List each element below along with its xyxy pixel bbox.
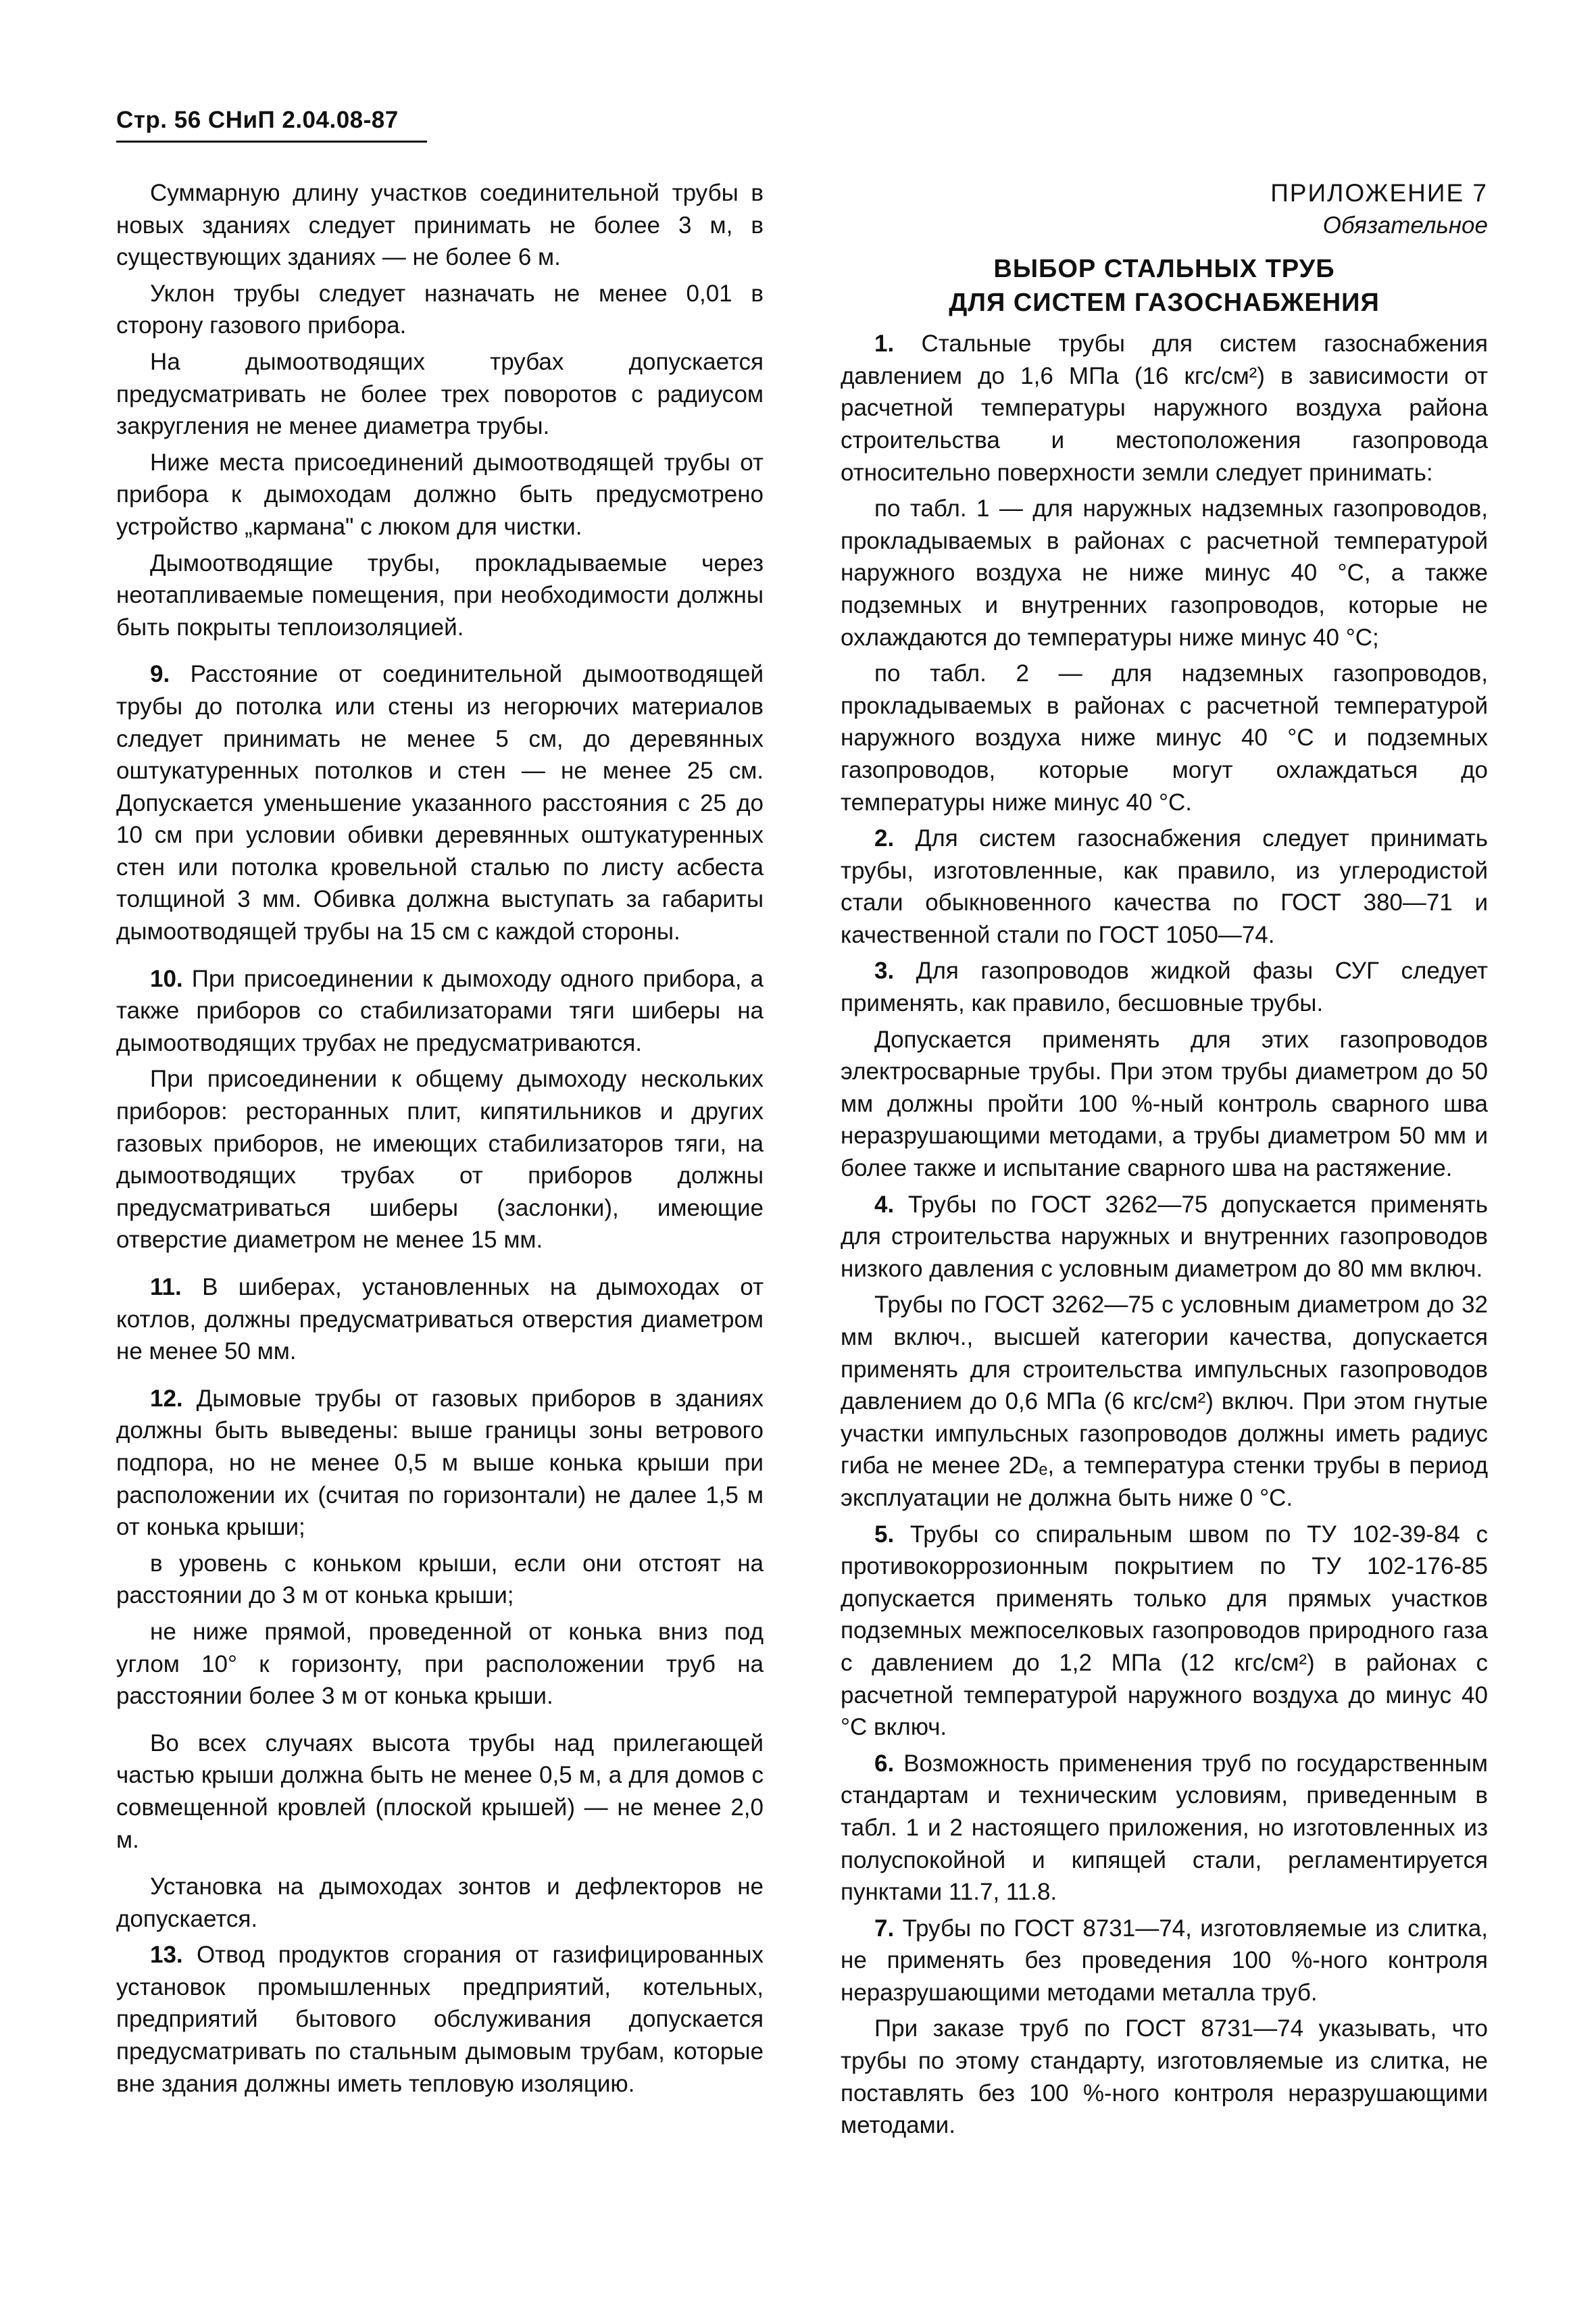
left-column — [116, 177, 764, 2104]
paragraph: При заказе труб по ГОСТ 8731—74 указывать, что трубы по этому стандарту, изготовляемые из слитка, не поставлять без 100 %-ного контроля неразрушающими методами. — [841, 2015, 1488, 2139]
clause-3: 3. Для газопроводов жидкой фазы СУГ следует применять, как правило, бесшовные трубы. — [841, 958, 1488, 1017]
clause-11: 11. В шиберах, установленных на дымоходах от котлов, должны предусматриваться отверстия диаметром не менее 50 мм. — [116, 1274, 764, 1365]
paragraph: в уровень с коньком крыши, если они отстоят на расстоянии до 3 м от конька крыши; — [116, 1550, 764, 1609]
clause-9: 9. Расстояние от соединительной дымоотводящей трубы до потолка или стены из негорючих материалов следует принимать не менее 5 см, до деревянных оштукатуренных потолков и стен — не менее 25 см. Допускается уменьшение указанного расстояния с 25 до 10 см при условии обивки деревянных оштукатуренных стен или потолка кровельной сталью по листу асбеста толщиной 3 мм. Обивка должна выступать за габариты дымоотводящей трубы на 15 см с каждой стороны. — [116, 661, 764, 945]
clause-4: 4. Трубы по ГОСТ 3262—75 допускается применять для строительства наружных и внутренних газопроводов низкого давления с условным диаметром до 80 мм включ. — [841, 1191, 1488, 1282]
clause-6: 6. Возможность применения труб по государственным стандартам и техническим условиям, приведенным в табл. 1 и 2 настоящего приложения, но изготовленных из полуспокойной и кипящей стали, регламентируется пунктами 11.7, 11.8. — [841, 1750, 1488, 1906]
paragraph: Установка на дымоходах зонтов и дефлекторов не допускается. — [116, 1873, 764, 1932]
right-column — [841, 177, 1488, 2146]
paragraph: На дымоотводящих трубах допускается предусматривать не более трех поворотов с радиусом закругления не менее диаметра трубы. — [116, 348, 764, 440]
paragraph: Допускается применять для этих газопроводов электросварные трубы. При этом трубы диаметром до 50 мм должны пройти 100 %-ный контроль сварного шва неразрушающими методами, а трубы диаметром 50 мм и более также и испытание сварного шва на растяжение. — [841, 1026, 1488, 1182]
appendix-status: Обязательное — [1322, 212, 1488, 239]
paragraph: При присоединении к общему дымоходу нескольких приборов: ресторанных плит, кипятильников и других газовых приборов, не имеющих стабилизаторов тяги, на дымоотводящих трубах от приборов должны предусматриваться шиберы (заслонки), имеющие отверстие диаметром не менее 15 мм. — [116, 1066, 764, 1254]
paragraph: по табл. 2 — для надземных газопроводов, прокладываемых в районах с расчетной температурой наружного воздуха ниже минус 40 °С и подземных газопроводов, которые могут охлаждаться до температуры ниже минус 40 °С. — [841, 660, 1488, 816]
paragraph: Дымоотводящие трубы, прокладываемые через неотапливаемые помещения, при необходимости должны быть покрыты теплоизоляцией. — [116, 549, 764, 641]
clause-13: 13. Отвод продуктов сгорания от газифицированных установок промышленных предприятий, котельных, предприятий бытового обслуживания допускается предусматривать по стальным дымовым трубам, которые вне здания должны иметь тепловую изоляцию. — [116, 1942, 764, 2097]
clause-5: 5. Трубы со спиральным швом по ТУ 102-39-84 с противокоррозионным покрытием по ТУ 102-176-85 допускается применять только для прямых участков подземных межпоселковых газопроводов природного газа с давлением до 1,2 МПа (12 кгс/см²) в районах с расчетной температурой наружного воздуха до минус 40 °С включ. — [841, 1521, 1488, 1741]
paragraph: по табл. 1 — для наружных надземных газопроводов, прокладываемых в районах с расчетной температурой наружного воздуха не ниже минус 40 °С, а также подземных и внутренних газопроводов, которые не охлаждаются до температуры ниже минус 40 °С; — [841, 495, 1488, 651]
clause-1: 1. Стальные трубы для систем газоснабжения давлением до 1,6 МПа (16 кгс/см²) в зависимости от расчетной температуры наружного воздуха района строительства и местоположения газопровода относительно поверхности земли следует принимать: — [841, 330, 1488, 486]
appendix-label: ПРИЛОЖЕНИЕ 7 — [1270, 179, 1488, 207]
clause-12: 12. Дымовые трубы от газовых приборов в зданиях должны быть выведены: выше границы зоны ветрового подпора, но не менее 0,5 м выше конька крыши при расположении их (считая по горизонтали) не далее 1,5 м от конька крыши; — [116, 1385, 764, 1541]
clause-7: 7. Трубы по ГОСТ 8731—74, изготовляемые из слитка, не применять без проведения 100 %-ного контроля неразрушающими методами металла труб. — [841, 1915, 1488, 2006]
appendix-title: ВЫБОР СТАЛЬНЫХ ТРУБ ДЛЯ СИСТЕМ ГАЗОСНАБЖЕНИЯ — [949, 255, 1380, 318]
page-header: Стр. 56 СНиП 2.04.08-87 — [116, 107, 427, 143]
paragraph: не ниже прямой, проведенной от конька вниз под углом 10° к горизонту, при расположении труб на расстоянии более 3 м от конька крыши. — [116, 1618, 764, 1710]
paragraph: Ниже места присоединений дымоотводящей трубы от прибора к дымоходам должно быть предусмотрено устройство „кармана" с люком для чистки. — [116, 449, 764, 540]
paragraph: Трубы по ГОСТ 3262—75 с условным диаметром до 32 мм включ., высшей категории качества, допускается применять для строительства импульсных газопроводов давлением до 0,6 МПа (6 кгс/см²) включ. При этом гнутые участки импульсных газопроводов должны иметь радиус гиба не менее 2Dₑ, а температура стенки трубы в период эксплуатации не должна быть ниже 0 °С. — [841, 1291, 1488, 1511]
clause-2: 2. Для систем газоснабжения следует принимать трубы, изготовленные, как правило, из углеродистой стали обыкновенного качества по ГОСТ 380—71 и качественной стали по ГОСТ 1050—74. — [841, 825, 1488, 948]
paragraph: Уклон трубы следует назначать не менее 0,01 в сторону газового прибора. — [116, 280, 764, 339]
paragraph: Суммарную длину участков соединительной трубы в новых зданиях следует принимать не более 3 м, в существующих зданиях — не более 6 м. — [116, 180, 764, 271]
paragraph: Во всех случаях высота трубы над прилегающей частью крыши должна быть не менее 0,5 м, а для домов с совмещенной кровлей (плоской крышей) — не менее 2,0 м. — [116, 1729, 764, 1853]
clause-10: 10. При присоединении к дымоходу одного прибора, а также приборов со стабилизаторами тяги шиберы на дымоотводящих трубах не предусматриваются. — [116, 965, 764, 1056]
